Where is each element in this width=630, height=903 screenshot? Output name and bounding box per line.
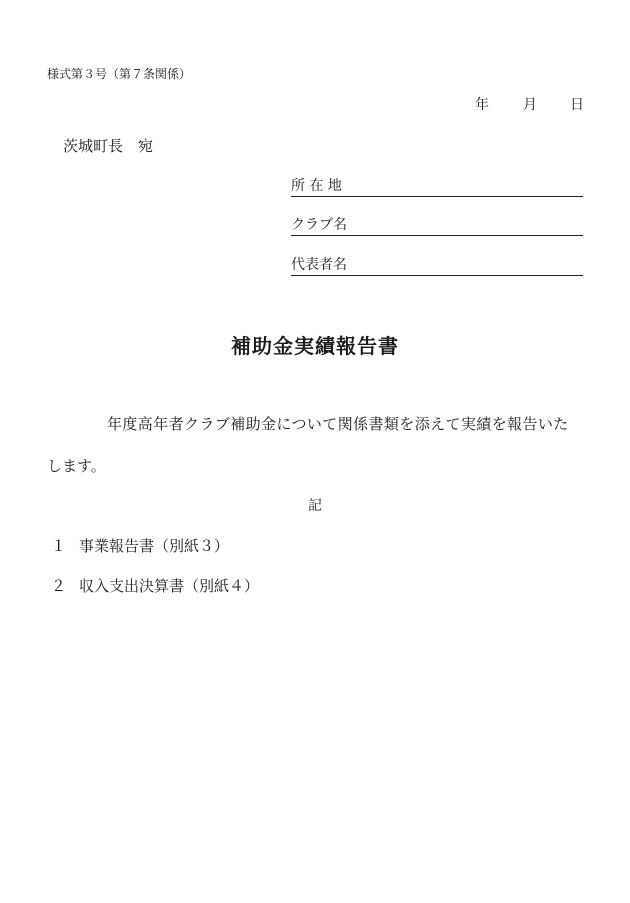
- list-item-text: 事業報告書（別紙３）: [79, 537, 230, 555]
- date-day-label: 日: [570, 97, 584, 113]
- representative-field: [291, 254, 583, 274]
- address-field-label: 所 在 地: [291, 178, 342, 194]
- list-item: [51, 575, 259, 596]
- body-text-line-2: します。: [47, 457, 106, 475]
- document-title: 補助金実績報告書: [231, 334, 399, 358]
- club-name-field-underline: [291, 235, 583, 236]
- list-item: [51, 535, 229, 556]
- address-field-underline: [291, 196, 583, 197]
- club-name-field-label: クラブ名: [291, 217, 347, 233]
- list-item-text: 収入支出決算書（別紙４）: [79, 577, 260, 595]
- club-name-field: [291, 214, 583, 234]
- date-month-label: 月: [523, 97, 537, 113]
- addressee: 茨城町長 宛: [63, 137, 154, 155]
- ki-heading: 記: [308, 498, 322, 514]
- body-text-line-1: 年度高年者クラブ補助金について関係書類を添えて実績を報告いた: [107, 415, 569, 433]
- list-item-number: １: [51, 537, 67, 555]
- list-item-number: ２: [51, 577, 67, 595]
- form-number: 様式第３号（第７条関係）: [47, 67, 192, 81]
- address-field: [291, 175, 583, 195]
- representative-field-underline: [291, 275, 583, 276]
- date-year-label: 年: [475, 97, 489, 113]
- representative-field-label: 代表者名: [291, 257, 347, 273]
